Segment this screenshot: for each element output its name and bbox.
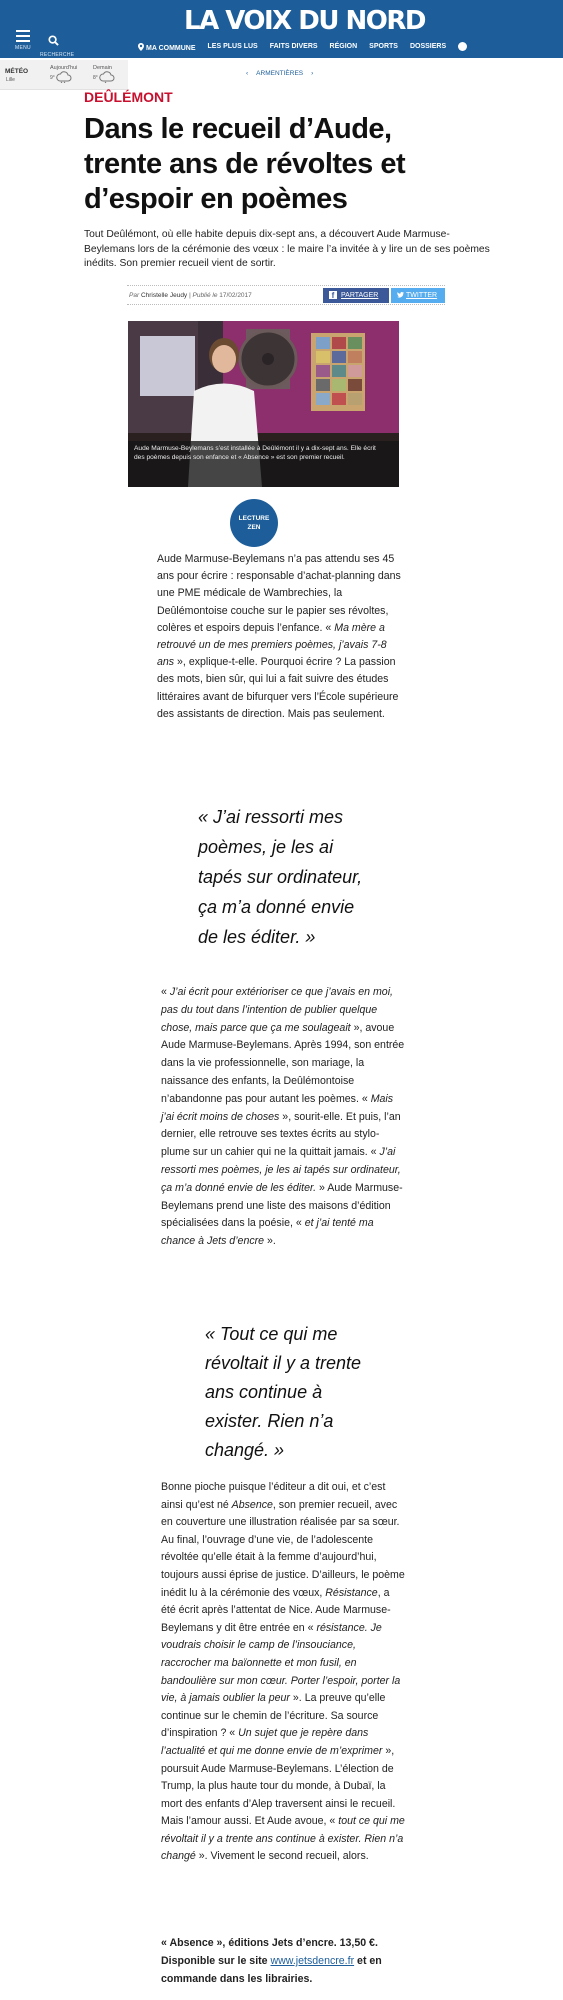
article-paragraph xyxy=(157,551,401,723)
share-twitter-button[interactable] xyxy=(391,288,445,303)
paragraph-text: », sourit-elle. Et puis, l’an dernier, elle retrouve ses textes écrits au stylo-plume sur un cahier qui ne la quittait jamais. « xyxy=(161,1110,401,1159)
byline-bar xyxy=(127,285,445,305)
weather-today-temp: 9° xyxy=(50,75,55,81)
inline-quote: et j’ai tenté ma chance à Jets d’encre xyxy=(161,1217,374,1248)
facebook-icon: f xyxy=(329,291,337,299)
search-label: RECHERCHE xyxy=(40,52,75,58)
section-pager xyxy=(246,70,313,77)
paragraph-text: , a été écrit après l’attentat de Nice. Aude Marmuse-Beylemans y dit être entrée en « xyxy=(161,1586,391,1634)
paragraph-text: », avoue Aude Marmuse-Beylemans. Après 1994, son entrée dans la vie professionnelle, son mariage, la naissance des enfants, la Deûlémontoise n’abandonne pas pour autant les poèmes. « xyxy=(161,1021,405,1105)
paragraph-text: Bonne pioche puisque l’éditeur a dit oui, et c’est ainsi qu’est né xyxy=(161,1481,386,1511)
publish-date: 17/02/2017 xyxy=(219,292,252,299)
nav-item-region[interactable]: RÉGION xyxy=(329,43,358,50)
plus-icon: + xyxy=(460,42,465,51)
site-logo[interactable]: LA VOIX DU NORD xyxy=(184,6,425,36)
weather-today xyxy=(50,65,77,83)
paragraph-text: « xyxy=(161,986,170,998)
weather-widget[interactable] xyxy=(0,60,128,90)
top-header xyxy=(0,0,563,58)
pull-quote: « Tout ce qui me révoltait il y a trente ans continue à exister. Rien n’a changé. » xyxy=(205,1324,362,1460)
menu-label: MENU xyxy=(15,45,31,51)
paragraph-text: , son premier recueil, avec en couverture une illustration réalisée par sa sœur. Au final, l’ouvrage d’une vie, de l’adolescente révoltée qu’elle était à la femme d’aujourd’hui, toujours aussi éprise de justice. D’ailleurs, le poème inédit lu à la cérémonie des vœux, xyxy=(161,1498,405,1599)
book-info xyxy=(161,1934,413,1988)
nav-item-les-plus-lus[interactable]: LES PLUS LUS xyxy=(207,43,258,50)
publisher-link[interactable]: www.jetsdencre.fr xyxy=(270,1955,355,1967)
inline-quote: J’ai ressorti mes poèmes, je les ai tapés sur ordinateur, ça m’a donné envie de les éditer. xyxy=(161,1146,401,1194)
paragraph-text: ». La preuve qu’elle continue sur le chemin de l’écriture. Sa source d’inspiration ? « xyxy=(161,1692,386,1740)
weather-tomorrow-temp: 8° xyxy=(93,75,98,81)
author-name[interactable]: Christelle Jeudy xyxy=(140,292,188,299)
article-title: Dans le recueil d’Aude, trente ans de révoltes et d’espoir en poèmes xyxy=(84,113,406,215)
pull-quote: « J’ai ressorti mes poèmes, je les ai tapés sur ordinateur, ça m’a donné envie de les éditer. » xyxy=(198,807,363,947)
byline xyxy=(129,292,252,299)
paragraph-text: ». xyxy=(264,1235,276,1248)
cloud-icon xyxy=(56,71,72,83)
weather-today-label: Aujourd'hui xyxy=(50,65,78,71)
inline-quote: Un sujet que je repère dans l’actualité et qui me donne envie de m’exprimer xyxy=(161,1727,383,1757)
weather-tomorrow xyxy=(93,65,115,83)
poem-title: Résistance xyxy=(325,1586,378,1599)
nav-item-dossiers[interactable]: DOSSIERS xyxy=(409,43,447,50)
reading-mode-button[interactable] xyxy=(230,499,278,547)
location-pin-icon xyxy=(138,43,144,51)
chevron-right-icon[interactable]: › xyxy=(311,70,314,77)
main-nav xyxy=(138,43,467,52)
book-info-text: et en commande dans les librairies. xyxy=(161,1955,382,1985)
nav-item-sports[interactable]: SPORTS xyxy=(369,43,398,50)
inline-quote: résistance. Je voudrais choisir le camp de l’insouciance, raccrocher ma baïonnette et mon fusil, en bandoulière sur mon cœur. Porter l’espoir, porter la vie, à jamais oublier la peur xyxy=(161,1621,401,1705)
search-icon xyxy=(48,35,59,46)
paragraph-text: », poursuit Aude Marmuse-Beylemans. L’élection de Trump, la plus haute tour du monde, à Dubaï, la mort des enfants d’Alep traversent ainsi le recueil. Mais l’amour aussi. Et Aude avoue, « xyxy=(161,1744,396,1828)
share-twitter-label: TWITTER xyxy=(406,292,438,299)
weather-city: Lille xyxy=(6,77,15,83)
reading-mode-label-1: LECTURE xyxy=(238,515,270,522)
book-title: Absence xyxy=(231,1498,273,1511)
article-rubrique[interactable]: DEÛLÉMONT xyxy=(84,89,173,105)
inline-quote: Mais j’ai écrit moins de choses xyxy=(161,1092,394,1123)
article-lead: Tout Deûlémont, où elle habite depuis dix-sept ans, a découvert Aude Marmuse-Beylemans lors de la cérémonie des vœux : le maire l’a invitée à y lire un de ses poèmes inédits. Son premier recueil vient de sortir. xyxy=(84,229,490,269)
article-paragraph xyxy=(161,984,405,1251)
paragraph-text: », explique-t-elle. Pourquoi écrire ? La passion des mots, bien sûr, qui lui a fait suivre des études littéraires avant de bifurquer vers l’École supérieure des assistants de direction. Mais pas seulement. xyxy=(157,656,399,720)
cloud-icon xyxy=(99,71,115,83)
share-facebook-label: PARTAGER xyxy=(341,292,379,299)
section-pager-label[interactable]: ARMENTIÈRES xyxy=(256,70,304,77)
weather-tomorrow-label: Demain xyxy=(93,65,112,71)
twitter-icon xyxy=(397,292,404,298)
menu-button[interactable] xyxy=(12,30,34,51)
byline-prefix: Par xyxy=(129,292,140,299)
photo-caption: Aude Marmuse-Beylemans s’est installée à Deûlémont il y a dix-sept ans. Elle écrit des poèmes depuis son enfance et « Absence » est son premier recueil. xyxy=(128,441,399,487)
search-button[interactable] xyxy=(40,33,75,58)
nav-item-more[interactable] xyxy=(458,42,467,51)
paragraph-text: » Aude Marmuse-Beylemans prend une liste des maisons d’édition spécialisées dans la poésie, « xyxy=(161,1181,403,1230)
nav-label: MA COMMUNE xyxy=(146,45,196,52)
share-facebook-button[interactable] xyxy=(323,288,389,303)
reading-mode-label-2: ZEN xyxy=(247,524,261,531)
paragraph-text: ». Vivement le second recueil, alors. xyxy=(195,1850,369,1863)
nav-item-ma-commune[interactable] xyxy=(138,43,196,52)
hamburger-icon xyxy=(16,30,30,42)
inline-quote: Ma mère a retrouvé un de mes premiers poèmes, j’avais 7-8 ans xyxy=(157,621,387,669)
published-prefix: | Publié le xyxy=(189,292,218,299)
weather-title: MÉTÉO xyxy=(5,68,29,75)
book-info-text: « Absence », éditions Jets d’encre. 13,50 €. Disponible sur le site xyxy=(161,1937,378,1967)
chevron-left-icon[interactable]: ‹ xyxy=(246,70,249,77)
inline-quote: J’ai écrit pour extérioriser ce que j’avais en moi, pas du tout dans l’intention de publier quelque chose, mais parce que ça me soulageait xyxy=(161,986,393,1034)
inline-quote: tout ce qui me révoltait il y a trente ans continue à exister. Rien n’a changé xyxy=(161,1815,405,1863)
paragraph-text: Aude Marmuse-Beylemans n’a pas attendu ses 45 ans pour écrire : responsable d’achat-planning dans une PME médicale de Wambrechies, la Deûlémontoise couche sur le papier ses révoltes, colères et espoirs depuis l’enfance. « xyxy=(157,553,401,634)
nav-item-faits-divers[interactable]: FAITS DIVERS xyxy=(269,43,318,50)
article-paragraph xyxy=(161,1479,405,1866)
